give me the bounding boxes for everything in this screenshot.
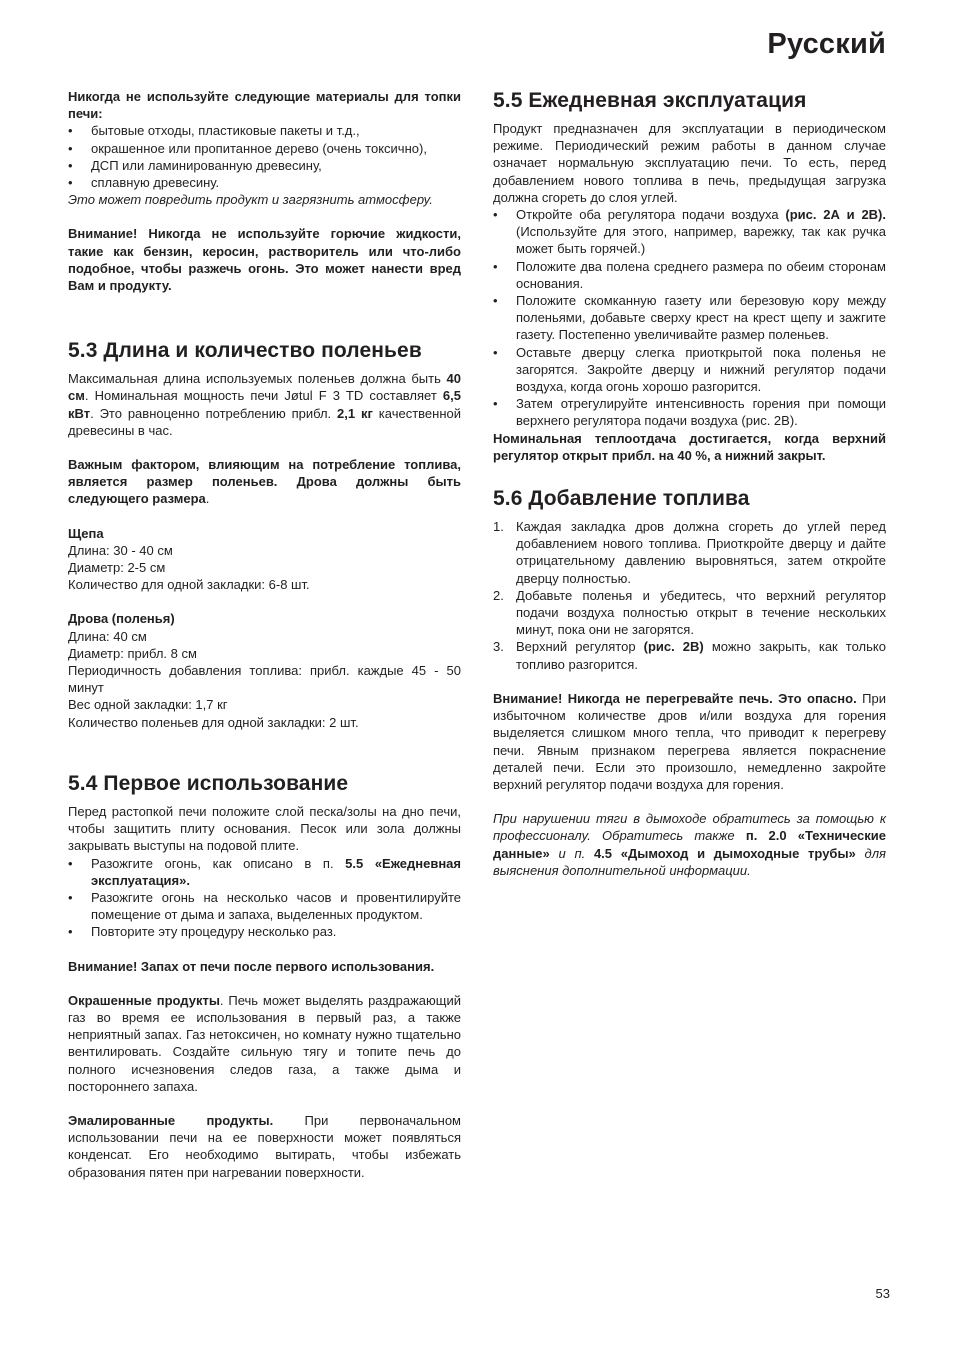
chips-line: Количество для одной закладки: 6-8 шт. <box>68 577 310 593</box>
list-item: • Повторите эту процедуру несколько раз. <box>68 924 337 940</box>
section-heading-5-4: 5.4 Первое использование <box>68 771 349 795</box>
chips-line: Длина: 30 - 40 см <box>68 542 173 558</box>
list-item: 3. Верхний регулятор (рис. 2В) можно закрыть, как только топливо разгорится. <box>493 639 886 672</box>
section-heading-5-5: 5.5 Ежедневная эксплуатация <box>493 89 807 112</box>
logs-line: Диаметр: прибл. 8 см <box>68 645 197 661</box>
logs-line: Периодичность добавления топлива: прибл. каждые 45 - 50 минут <box>68 663 461 696</box>
list-item: • Оставьте дверцу слегка приоткрытой пока поленья не загорятся. Закройте дверцу и нижний регулятор подачи воздуха, когда огонь хорошо разгорится. <box>493 344 886 395</box>
list-item: • ДСП или ламинированную древесину, <box>68 157 322 173</box>
materials-list <box>68 122 461 191</box>
right-column <box>493 88 886 879</box>
list-item: • Положите два полена среднего размера по обеим сторонам основания. <box>493 258 886 291</box>
daily-use-intro: Продукт предназначен для эксплуатации в периодическом режиме. Периодический режим работы в данном случае означает нормальную эксплуатацию печи. То есть, перед добавлением нового топлива в печь, предыдущая загрузка должна сгореть до слоя углей. <box>493 121 886 205</box>
log-length-paragraph: Максимальная длина используемых поленьев должна быть 40 см. Номинальная мощность печи Jøtul F 3 TD составляет 6,5 кВт. Это равноценно потреблению прибл. 2,1 кг качественной древесины в час. <box>68 371 462 438</box>
first-use-paragraph: Перед растопкой печи положите слой песка/золы на дно печи, чтобы защитить плиту основания. Песок или зола должны закрывать выступы на подовой плите. <box>68 803 461 854</box>
odor-warning: Внимание! Запах от печи после первого использования. <box>68 958 435 974</box>
logs-line: Вес одной закладки: 1,7 кг <box>68 697 228 713</box>
painted-products-paragraph: Окрашенные продукты. Печь может выделять раздражающий газ во время ее использования в первый раз, а также неприятный запах. Газ нетоксичен, но комнату нужно тщательно вентилировать. Создайте сильную тягу и топите печь до полного исчезновения следов газа, а также дыма и постороннего запаха. <box>68 992 461 1094</box>
first-use-list <box>68 855 461 941</box>
logs-line: Количество поленьев для одной закладки: 2 шт. <box>68 714 359 730</box>
list-item: • Положите скомканную газету или березовую кору между поленьями, добавьте сверху крест на крест щепу и зажгите газету. Постепенно увеличивайте размер поленьев. <box>493 293 886 343</box>
list-item: • окрашенное или пропитанное дерево (очень токсично), <box>68 140 427 156</box>
overheat-warning: Внимание! Никогда не перегревайте печь. Это опасно. При избыточном количестве дров и/или воздуха для горения выделяется слишком много тепла, что приводит к перегреву печи. Явным признаком перегрева является покраснение деталей печи. Если это произошло, немедленно закройте верхний регулятор подачи воздуха для горения. <box>493 690 886 792</box>
list-item: 1. Каждая закладка дров должна сгореть до углей перед добавлением нового топлива. Приоткройте дверцу и дайте отрицательному давлению выровняться, затем откройте дверцу полностью. <box>493 519 886 586</box>
daily-use-list <box>493 206 886 430</box>
materials-title: Никогда не используйте следующие материалы для топки печи: <box>68 89 461 122</box>
left-column <box>68 88 461 1181</box>
list-item: 2. Добавьте поленья и убедитесь, что верхний регулятор подачи воздуха полностью открыт в течение нескольких минут, пока они не загорятся. <box>493 587 886 638</box>
list-item: • Затем отрегулируйте интенсивность горения при помощи верхнего регулятора подачи воздуха (рис. 2В). <box>493 396 886 429</box>
section-heading-5-3: 5.3 Длина и количество поленьев <box>68 339 422 363</box>
list-item: • сплавную древесину. <box>68 175 220 191</box>
list-item: • Разожгите огонь, как описано в п. 5.5 «Ежедневная эксплуатация». <box>68 855 461 888</box>
page-number: 53 <box>875 1286 890 1301</box>
nominal-output-note: Номинальная теплоотдача достигается, когда верхний регулятор открыт прибл. на 40 %, а нижний закрыт. <box>493 430 886 463</box>
chips-title: Щепа <box>68 525 104 541</box>
enamel-products-paragraph: Эмалированные продукты. При первоначальном использовании печи на ее поверхности может появляться конденсат. Его необходимо вытирать, чтобы избежать образования пятен при нагревании поверхности. <box>68 1112 461 1180</box>
materials-note: Это может повредить продукт и загрязнить атмосферу. <box>68 192 433 208</box>
list-item: • Разожгите огонь на несколько часов и провентилируйте помещение от дыма и запаха, выделенных продуктом. <box>68 889 461 923</box>
chips-line: Диаметр: 2-5 см <box>68 560 166 576</box>
logs-title: Дрова (поленья) <box>68 611 175 627</box>
fuel-size-paragraph: Важным фактором, влияющим на потребление топлива, является размер поленьев. Дрова должны быть следующего размера. <box>68 457 461 507</box>
language-title: Русский <box>767 28 886 60</box>
list-item: • Откройте оба регулятора подачи воздуха (рис. 2А и 2В). (Используйте для этого, например, варежку, так как ручка может быть горячей.) <box>493 207 887 257</box>
list-item: • бытовые отходы, пластиковые пакеты и т.д., <box>68 123 360 139</box>
logs-line: Длина: 40 см <box>68 628 147 644</box>
section-heading-5-6: 5.6 Добавление топлива <box>493 487 750 511</box>
refuel-steps <box>493 518 886 673</box>
draft-note: При нарушении тяги в дымоходе обратитесь за помощью к профессионалу. Обратитесь также п. 2.0 «Технические данные» и п. 4.5 «Дымоход и дымоходные трубы» для выяснения дополнительной информации. <box>493 811 886 878</box>
flammable-warning: Внимание! Никогда не используйте горючие жидкости, такие как бензин, керосин, растворитель или что-либо подобное, чтобы разжечь огонь. Это может нанести вред Вам и продукту. <box>68 226 461 294</box>
